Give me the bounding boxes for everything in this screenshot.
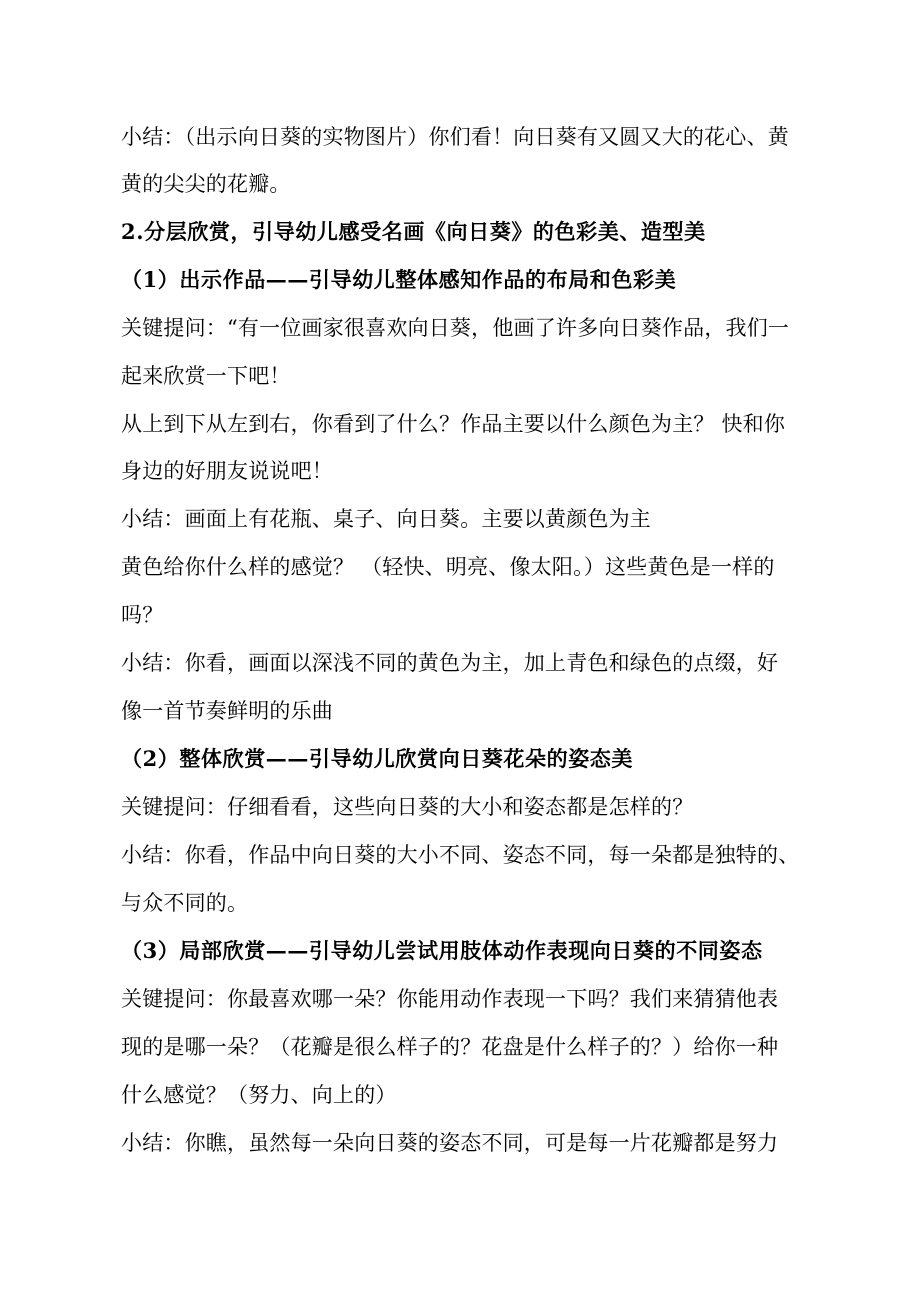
summary-line: 与众不同的。 — [121, 891, 249, 915]
summary-line: 小结：你瞧，虽然每一朵向日葵的姿态不同，可是每一片花瓣都是努力 — [121, 1131, 779, 1155]
subsection-heading: （3）局部欣赏——引导幼儿尝试用肢体动作表现向日葵的不同姿态 — [121, 938, 763, 963]
key-question-line: 关键提问：你最喜欢哪一朵？你能用动作表现一下吗？我们来猜猜他表 — [121, 987, 779, 1011]
subsection-heading: （1）出示作品——引导幼儿整体感知作品的布局和色彩美 — [121, 267, 677, 292]
summary-line: 小结：你看，画面以深浅不同的黄色为主，加上青色和绿色的点缀，好 — [121, 651, 779, 675]
summary-line: 小结：（出示向日葵的实物图片）你们看！向日葵有又圆又大的花心、黄 — [121, 125, 789, 149]
body-line: 身边的好朋友说说吧！ — [121, 459, 333, 483]
key-question-line: 什么感觉？（努力、向上的） — [121, 1083, 397, 1107]
key-question-line: 关键提问：仔细看看，这些向日葵的大小和姿态都是怎样的？ — [121, 795, 694, 819]
key-question-line: 起来欣赏一下吧！ — [121, 364, 291, 388]
summary-line: 黄的尖尖的花瓣。 — [121, 172, 291, 196]
body-line: 吗？ — [121, 603, 164, 627]
subsection-heading: （2）整体欣赏——引导幼儿欣赏向日葵花朵的姿态美 — [121, 746, 634, 771]
summary-line: 小结：画面上有花瓶、桌子、向日葵。主要以黄颜色为主 — [121, 507, 651, 531]
section-heading: 2.分层欣赏，引导幼儿感受名画《向日葵》的色彩美、造型美 — [121, 219, 706, 244]
summary-line: 像一首节奏鲜明的乐曲 — [121, 699, 333, 723]
key-question-line: 关键提问：“有一位画家很喜欢向日葵，他画了许多向日葵作品，我们一 — [121, 316, 790, 340]
summary-line: 小结：你看，作品中向日葵的大小不同、姿态不同，每一朵都是独特的、 — [121, 843, 800, 867]
body-line: 从上到下从左到右，你看到了什么？作品主要以什么颜色为主？ 快和你 — [121, 412, 786, 436]
body-line: 黄色给你什么样的感觉？ （轻快、明亮、像太阳。）这些黄色是一样的 — [121, 555, 775, 579]
key-question-line: 现的是哪一朵？（花瓣是很么样子的？花盘是什么样子的？）给你一种 — [121, 1035, 779, 1059]
